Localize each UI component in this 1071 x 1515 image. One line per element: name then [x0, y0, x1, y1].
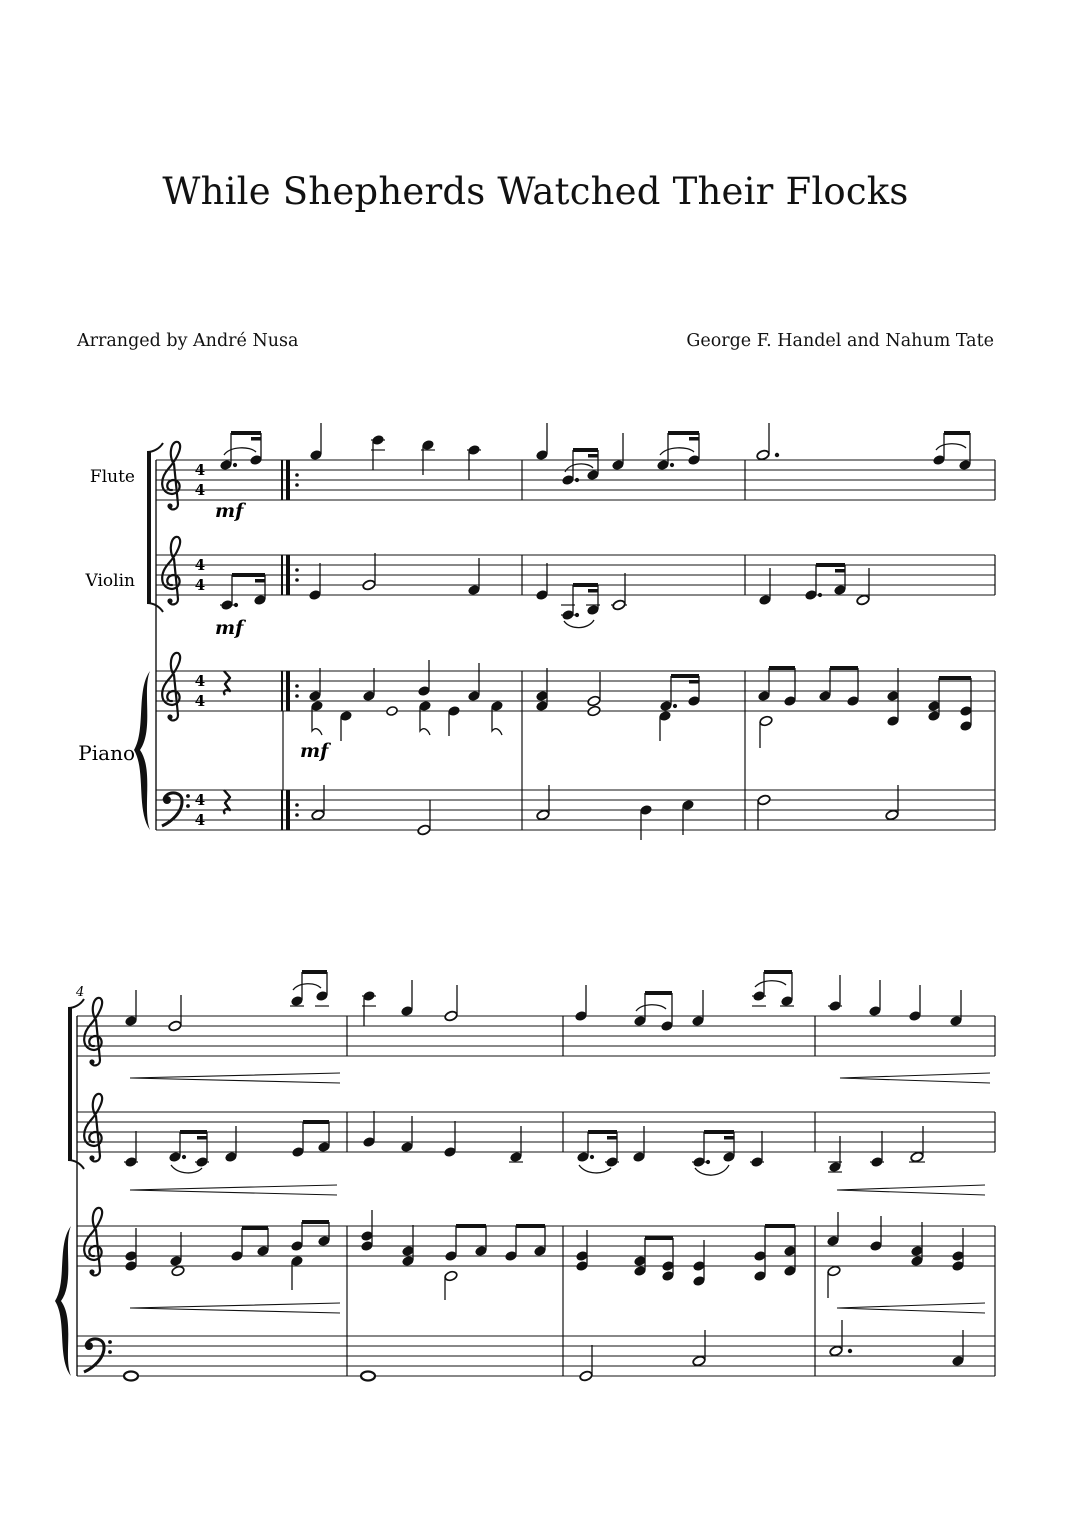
piano-lh-staff-2: [77, 1336, 995, 1376]
page-title: While Shepherds Watched Their Flocks: [162, 170, 909, 213]
svg-text:4: 4: [194, 556, 206, 574]
violin-staff-2: [77, 1112, 995, 1152]
system-2: [55, 970, 995, 1382]
piano-rh-notes-1: [224, 660, 972, 748]
violin-label: Violin: [85, 571, 135, 591]
time-signatures-1: [195, 461, 205, 829]
svg-text:4: 4: [194, 461, 206, 479]
barlines-1: [283, 460, 995, 830]
flute-dynamic-1: mf: [215, 500, 244, 522]
piano-lh-notes-2: [124, 1320, 964, 1382]
violin-dynamic-1: mf: [215, 617, 244, 639]
piano-brace-1: [134, 671, 150, 830]
arranger-credit: Arranged by André Nusa: [77, 331, 299, 351]
barlines-2: [347, 1016, 995, 1376]
piano-lh-notes-1: [224, 785, 899, 840]
piano-dynamic-1: mf: [300, 740, 329, 762]
svg-text:4: 4: [194, 811, 206, 829]
svg-text:4: 4: [194, 481, 206, 499]
system-1: [78, 423, 995, 840]
measure-number-4: 4: [76, 985, 85, 1000]
flute-staff-2: [77, 1016, 995, 1056]
composer-credit: George F. Handel and Nahum Tate: [686, 331, 994, 351]
violin-notes-1: [220, 553, 870, 628]
svg-text:4: 4: [194, 791, 206, 809]
piano-rh-notes-2: [125, 1210, 964, 1300]
svg-text:4: 4: [194, 692, 206, 710]
violin-notes-2: [124, 1111, 925, 1175]
piano-rh-staff-2: [77, 1226, 995, 1266]
piano-brace-2: [55, 1226, 71, 1376]
repeat-start-1: [281, 460, 299, 830]
wind-bracket-1: [147, 443, 163, 612]
svg-text:4: 4: [194, 672, 206, 690]
piano-label: Piano: [78, 741, 135, 765]
flute-notes-2: [125, 970, 962, 1032]
violin-hairpins-2: [130, 1185, 985, 1195]
flute-notes-1: [220, 423, 971, 485]
flute-hairpins-2: [130, 1073, 990, 1083]
svg-text:4: 4: [194, 576, 206, 594]
piano-hairpins-2: [130, 1303, 985, 1313]
wind-bracket-2: [68, 999, 84, 1169]
flute-label: Flute: [89, 467, 135, 487]
